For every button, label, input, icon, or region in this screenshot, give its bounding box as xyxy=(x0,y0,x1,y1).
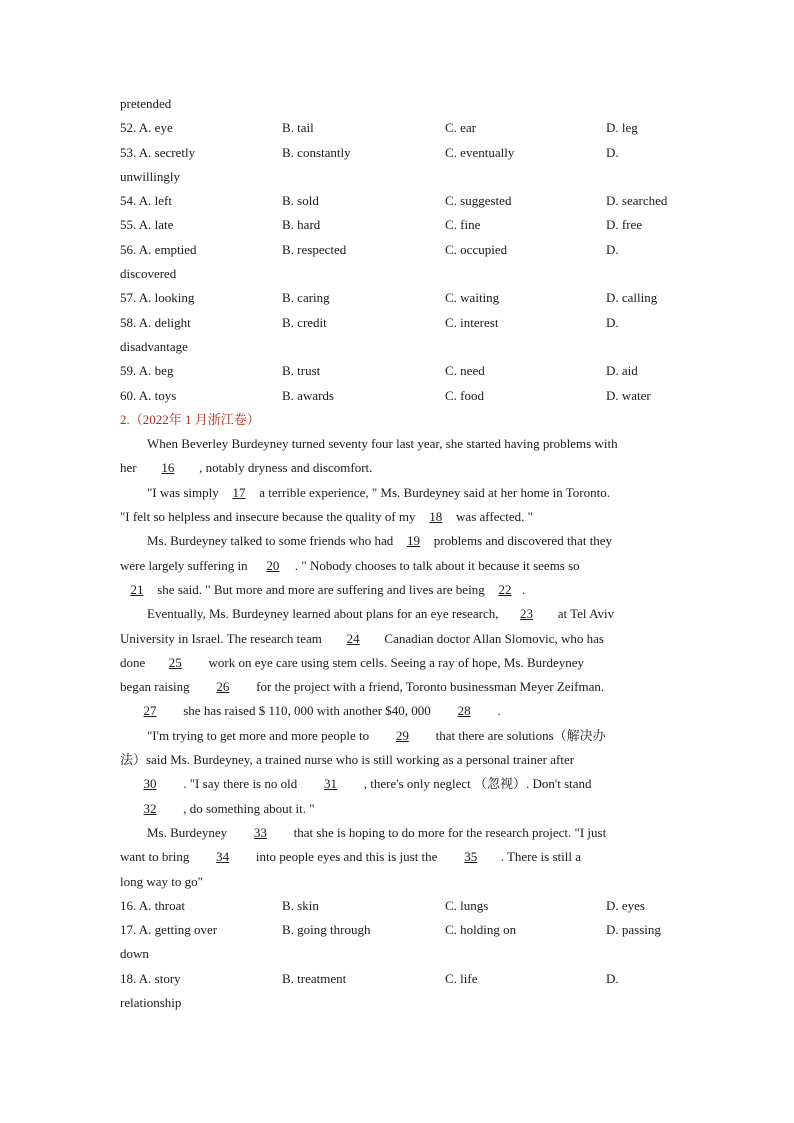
question-row xyxy=(120,894,680,918)
question-option-a[interactable]: 57. A. looking xyxy=(120,290,195,306)
question-option-a[interactable]: 53. A. secretly xyxy=(120,144,196,160)
blank-29[interactable]: 29 xyxy=(395,727,409,743)
blank-19[interactable]: 19 xyxy=(406,533,420,549)
question-option-a[interactable]: 52. A. eye xyxy=(120,120,173,136)
question-option-d[interactable]: D. aid xyxy=(606,363,638,379)
question-option-b[interactable]: B. skin xyxy=(282,897,319,913)
blank-20[interactable]: 20 xyxy=(266,557,280,573)
section-heading: 2.（2022年 1 月浙江卷） xyxy=(120,411,260,427)
question-row xyxy=(120,384,680,408)
blank-16[interactable]: 16 xyxy=(161,460,175,476)
blank-28[interactable]: 28 xyxy=(457,703,471,719)
option-wrap-text: relationship xyxy=(120,994,182,1010)
question-row xyxy=(120,116,680,140)
question-option-d[interactable]: D. searched xyxy=(606,193,668,209)
blank-30[interactable]: 30 xyxy=(143,776,157,792)
blank-23[interactable]: 23 xyxy=(519,606,533,622)
question-option-b[interactable]: B. sold xyxy=(282,193,319,209)
question-option-c[interactable]: C. ear xyxy=(445,120,477,136)
passage-line: 30 . "I say there is no old 31 , there's only neglect （忽视）. Don't stand xyxy=(120,772,680,796)
blank-22[interactable]: 22 xyxy=(498,581,512,597)
passage-line: Ms. Burdeyney 33 that she is hoping to do more for the research project. "I just xyxy=(120,821,680,845)
passage-line: 法）said Ms. Burdeyney, a trained nurse who is still working as a personal trainer after xyxy=(120,752,575,768)
question-option-a[interactable]: 17. A. getting over xyxy=(120,922,218,938)
question-row xyxy=(120,918,680,942)
passage-line: Ms. Burdeyney talked to some friends who had 19 problems and discovered that they xyxy=(120,529,680,553)
question-row xyxy=(120,189,680,213)
passage-line: University in Israel. The research team 24 Canadian doctor Allan Slomovic, who has xyxy=(120,627,680,651)
question-option-c[interactable]: C. occupied xyxy=(445,241,508,257)
question-option-d[interactable]: D. calling xyxy=(606,290,658,306)
blank-31[interactable]: 31 xyxy=(323,776,337,792)
question-option-c[interactable]: C. life xyxy=(445,970,478,986)
question-row xyxy=(120,213,680,237)
question-option-a[interactable]: 54. A. left xyxy=(120,193,172,209)
blank-32[interactable]: 32 xyxy=(143,800,157,816)
question-option-d[interactable]: D. water xyxy=(606,387,651,403)
question-option-a[interactable]: 55. A. late xyxy=(120,217,174,233)
question-option-b[interactable]: B. going through xyxy=(282,922,371,938)
question-option-d[interactable]: D. passing xyxy=(606,922,661,938)
question-option-b[interactable]: B. credit xyxy=(282,314,327,330)
question-option-a[interactable]: 60. A. toys xyxy=(120,387,177,403)
passage-line: "I'm trying to get more and more people to 29 that there are solutions（解决办 xyxy=(120,724,680,748)
question-option-d[interactable]: D. leg xyxy=(606,120,638,136)
passage-line: done 25 work on eye care using stem cells. Seeing a ray of hope, Ms. Burdeyney xyxy=(120,651,680,675)
blank-25[interactable]: 25 xyxy=(168,654,182,670)
question-option-c[interactable]: C. holding on xyxy=(445,922,517,938)
blank-27[interactable]: 27 xyxy=(143,703,157,719)
question-option-d[interactable]: D. xyxy=(606,144,619,160)
question-row xyxy=(120,286,680,310)
passage-line: 32 , do something about it. " xyxy=(120,797,680,821)
question-option-b[interactable]: B. awards xyxy=(282,387,334,403)
blank-17[interactable]: 17 xyxy=(232,484,246,500)
question-option-c[interactable]: C. need xyxy=(445,363,485,379)
question-option-b[interactable]: B. caring xyxy=(282,290,330,306)
passage-line: 21 she said. " But more and more are suffering and lives are being 22 . xyxy=(120,578,680,602)
question-row xyxy=(120,141,680,165)
question-option-b[interactable]: B. hard xyxy=(282,217,321,233)
option-wrap-text: down xyxy=(120,946,149,962)
question-option-b[interactable]: B. tail xyxy=(282,120,314,136)
carryover-word: pretended xyxy=(120,96,172,111)
question-option-c[interactable]: C. fine xyxy=(445,217,481,233)
passage-line: "I felt so helpless and insecure because the quality of my 18 was affected. " xyxy=(120,505,680,529)
option-wrap-text: disadvantage xyxy=(120,338,188,354)
option-wrap-text: unwillingly xyxy=(120,168,180,184)
blank-35[interactable]: 35 xyxy=(464,849,478,865)
passage xyxy=(120,432,680,894)
passage-line: were largely suffering in 20 . " Nobody chooses to talk about it because it seems so xyxy=(120,554,680,578)
question-option-a[interactable]: 56. A. emptied xyxy=(120,241,197,257)
question-option-d[interactable]: D. xyxy=(606,970,619,986)
option-wrap-text: discovered xyxy=(120,266,177,282)
blank-21[interactable]: 21 xyxy=(130,581,144,597)
question-option-c[interactable]: C. lungs xyxy=(445,897,489,913)
passage-line: her 16 , notably dryness and discomfort. xyxy=(120,456,680,480)
question-option-d[interactable]: D. free xyxy=(606,217,643,233)
question-option-c[interactable]: C. eventually xyxy=(445,144,515,160)
passage-line: "I was simply 17 a terrible experience, " Ms. Burdeyney said at her home in Toronto. xyxy=(120,481,680,505)
question-option-a[interactable]: 16. A. throat xyxy=(120,897,185,913)
question-option-c[interactable]: C. interest xyxy=(445,314,499,330)
question-option-b[interactable]: B. respected xyxy=(282,241,347,257)
question-option-b[interactable]: B. constantly xyxy=(282,144,351,160)
question-option-a[interactable]: 58. A. delight xyxy=(120,314,191,330)
question-set-2 xyxy=(120,894,680,1015)
blank-33[interactable]: 33 xyxy=(253,824,267,840)
question-set-1 xyxy=(120,116,680,408)
passage-line: 27 she has raised $ 110, 000 with another $40, 000 28 . xyxy=(120,699,680,723)
question-option-a[interactable]: 59. A. beg xyxy=(120,363,174,379)
passage-line: When Beverley Burdeyney turned seventy four last year, she started having problems with xyxy=(147,436,618,452)
question-option-c[interactable]: C. food xyxy=(445,387,484,403)
question-row xyxy=(120,238,680,262)
question-option-c[interactable]: C. waiting xyxy=(445,290,500,306)
blank-24[interactable]: 24 xyxy=(346,630,360,646)
blank-18[interactable]: 18 xyxy=(429,509,443,525)
blank-26[interactable]: 26 xyxy=(216,679,230,695)
passage-line: began raising 26 for the project with a friend, Toronto businessman Meyer Zeifman. xyxy=(120,675,680,699)
passage-line: want to bring 34 into people eyes and this is just the 35 . There is still a xyxy=(120,845,680,869)
question-option-d[interactable]: D. eyes xyxy=(606,897,645,913)
passage-line: long way to go" xyxy=(120,873,203,889)
document-page xyxy=(120,92,680,1015)
question-option-b[interactable]: B. treatment xyxy=(282,970,347,986)
question-option-c[interactable]: C. suggested xyxy=(445,193,512,209)
passage-line: Eventually, Ms. Burdeyney learned about plans for an eye research, 23 at Tel Aviv xyxy=(120,602,680,626)
question-option-b[interactable]: B. trust xyxy=(282,363,321,379)
question-option-d[interactable]: D. xyxy=(606,314,619,330)
blank-34[interactable]: 34 xyxy=(216,849,230,865)
question-row xyxy=(120,359,680,383)
question-option-a[interactable]: 18. A. story xyxy=(120,970,181,986)
question-option-d[interactable]: D. xyxy=(606,241,619,257)
question-row xyxy=(120,967,680,991)
question-row xyxy=(120,311,680,335)
